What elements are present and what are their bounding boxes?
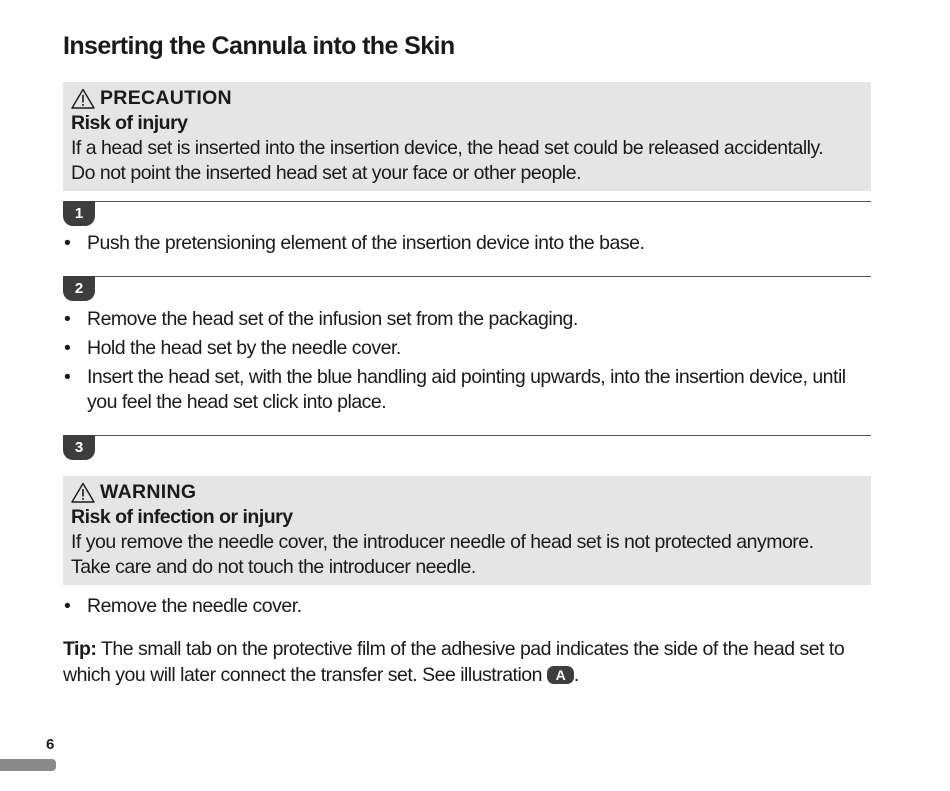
list-item: • Hold the head set by the needle cover. [63, 336, 871, 361]
warning-label: WARNING [100, 480, 197, 503]
warning-triangle-icon [71, 482, 95, 503]
page-number: 6 [46, 736, 55, 753]
precaution-box [63, 82, 871, 191]
page-tab-marker [0, 759, 56, 771]
tip-text: The small tab on the protective film of the adhesive pad indicates the side of the head set to which you will later connect the transfer set. See illustration [63, 638, 845, 686]
step-1-list [63, 231, 871, 260]
precaution-text: Do not point the inserted head set at your face or other people. [71, 162, 582, 184]
warning-box [63, 476, 871, 585]
warning-subtitle: Risk of infection or injury [71, 506, 293, 528]
precaution-heading [71, 85, 863, 111]
illustration-badge: A [547, 666, 574, 684]
step-1-header [63, 201, 871, 227]
tip-label: Tip: [63, 638, 97, 660]
precaution-subtitle: Risk of injury [71, 112, 188, 134]
precaution-label: PRECAUTION [100, 86, 232, 109]
page-title: Inserting the Cannula into the Skin [63, 32, 455, 60]
precaution-text: If a head set is inserted into the insertion device, the head set could be released accidentally. [71, 137, 824, 159]
step-3-list [63, 594, 871, 623]
tip-paragraph [63, 636, 871, 688]
list-item: • Remove the head set of the infusion set from the packaging. [63, 307, 871, 332]
warning-text: Take care and do not touch the introducer needle. [71, 556, 476, 578]
step-2-list [63, 307, 871, 419]
warning-triangle-icon [71, 88, 95, 109]
list-item: • Push the pretensioning element of the insertion device into the base. [63, 231, 871, 256]
warning-heading [71, 479, 863, 505]
step-number: 3 [63, 435, 95, 460]
list-item: • Insert the head set, with the blue handling aid pointing upwards, into the insertion device, until you feel the head set click into place. [63, 365, 871, 415]
step-divider [63, 435, 871, 436]
step-divider [63, 201, 871, 202]
step-2-header [63, 276, 871, 302]
step-divider [63, 276, 871, 277]
step-number: 1 [63, 201, 95, 226]
list-item: • Remove the needle cover. [63, 594, 871, 619]
step-number: 2 [63, 276, 95, 301]
warning-text: If you remove the needle cover, the introducer needle of head set is not protected anymore. [71, 531, 814, 553]
tip-end: . [573, 664, 579, 686]
step-3-header [63, 435, 871, 461]
